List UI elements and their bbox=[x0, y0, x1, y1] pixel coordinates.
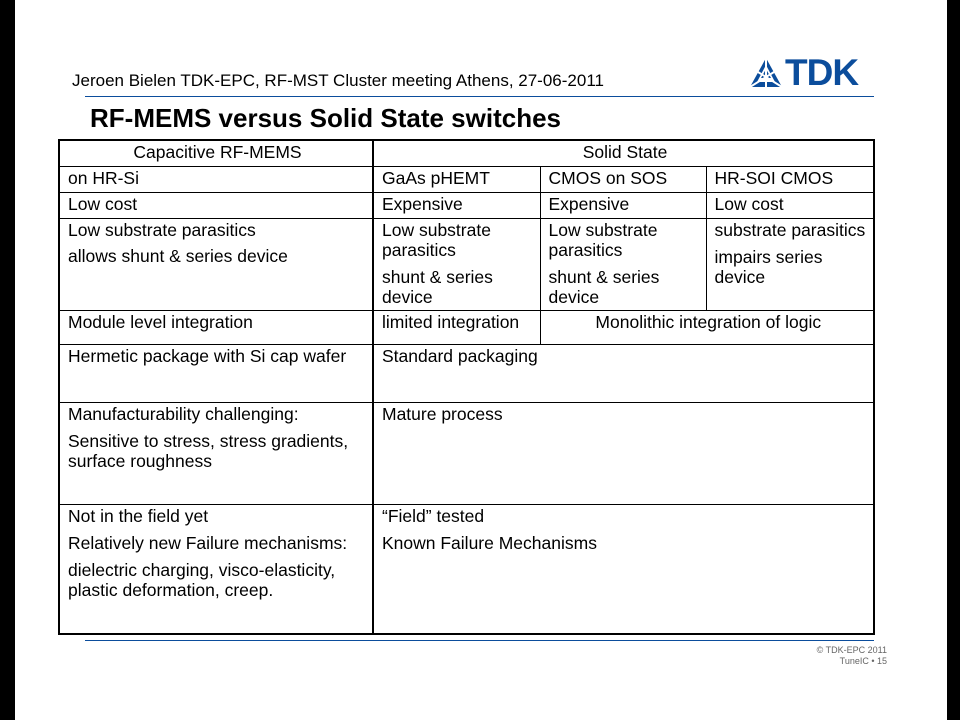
table-cell bbox=[59, 218, 373, 310]
cell-text: shunt & series device bbox=[548, 266, 660, 307]
table-cell: Module level integration bbox=[59, 310, 373, 344]
cell-text: substrate parasitics bbox=[714, 219, 866, 240]
cell-text: Low substrate parasitics bbox=[382, 219, 491, 260]
cell-text: Known Failure Mechanisms bbox=[382, 532, 597, 553]
cell-text: Sensitive to stress, stress gradients, surface roughness bbox=[68, 430, 349, 471]
table-cell bbox=[373, 218, 540, 310]
table-cell bbox=[59, 504, 373, 634]
table-cell: GaAs pHEMT bbox=[373, 166, 540, 192]
cell-text: impairs series device bbox=[714, 246, 823, 287]
logo-text: TDK bbox=[785, 52, 859, 93]
table-row bbox=[59, 344, 874, 402]
header-cell-solid-state: Solid State bbox=[373, 140, 874, 166]
footer bbox=[817, 645, 887, 667]
table-row bbox=[59, 192, 874, 218]
table-cell: HR-SOI CMOS bbox=[706, 166, 874, 192]
table-row bbox=[59, 504, 874, 634]
tdk-logo bbox=[749, 52, 859, 93]
cell-text: allows shunt & series device bbox=[68, 245, 288, 266]
table-cell: limited integration bbox=[373, 310, 540, 344]
header-subtitle: Jeroen Bielen TDK-EPC, RF-MST Cluster meeting Athens, 27-06-2011 bbox=[72, 71, 604, 90]
table-cell: Expensive bbox=[373, 192, 540, 218]
table-header-row bbox=[59, 140, 874, 166]
cell-text: Low substrate parasitics bbox=[68, 219, 256, 240]
cell-text: Low substrate parasitics bbox=[548, 219, 658, 260]
cell-text: Manufacturability challenging: bbox=[68, 403, 299, 424]
table-cell bbox=[373, 504, 874, 634]
header-rule bbox=[85, 96, 874, 97]
table-cell: Mature process bbox=[373, 402, 874, 504]
table-cell: Expensive bbox=[540, 192, 706, 218]
comparison-table bbox=[58, 139, 875, 635]
table-cell: on HR-Si bbox=[59, 166, 373, 192]
table-cell bbox=[59, 402, 373, 504]
table-cell: CMOS on SOS bbox=[540, 166, 706, 192]
table-cell bbox=[706, 218, 874, 310]
table-cell: Hermetic package with Si cap wafer bbox=[59, 344, 373, 402]
slide-title: RF-MEMS versus Solid State switches bbox=[90, 103, 562, 133]
tdk-emblem-icon bbox=[749, 57, 783, 89]
footer-rule bbox=[85, 640, 874, 641]
cell-text: dielectric charging, visco-elasticity, plastic deformation, creep. bbox=[68, 559, 336, 600]
table-cell: Low cost bbox=[706, 192, 874, 218]
table-row bbox=[59, 166, 874, 192]
table-cell bbox=[540, 218, 706, 310]
cell-text: Relatively new Failure mechanisms: bbox=[68, 532, 348, 553]
table-row bbox=[59, 310, 874, 344]
page-number: TuneIC • 15 bbox=[839, 656, 887, 666]
cell-text: Not in the field yet bbox=[68, 505, 209, 526]
table-row bbox=[59, 402, 874, 504]
cell-text: “Field” tested bbox=[382, 505, 485, 526]
copyright-text: © TDK-EPC 2011 bbox=[816, 645, 887, 655]
table-row bbox=[59, 218, 874, 310]
table-cell: Low cost bbox=[59, 192, 373, 218]
cell-text: shunt & series device bbox=[382, 266, 493, 307]
table-cell: Standard packaging bbox=[373, 344, 874, 402]
table-cell: Monolithic integration of logic bbox=[540, 310, 874, 344]
header-cell-rf-mems: Capacitive RF-MEMS bbox=[59, 140, 373, 166]
